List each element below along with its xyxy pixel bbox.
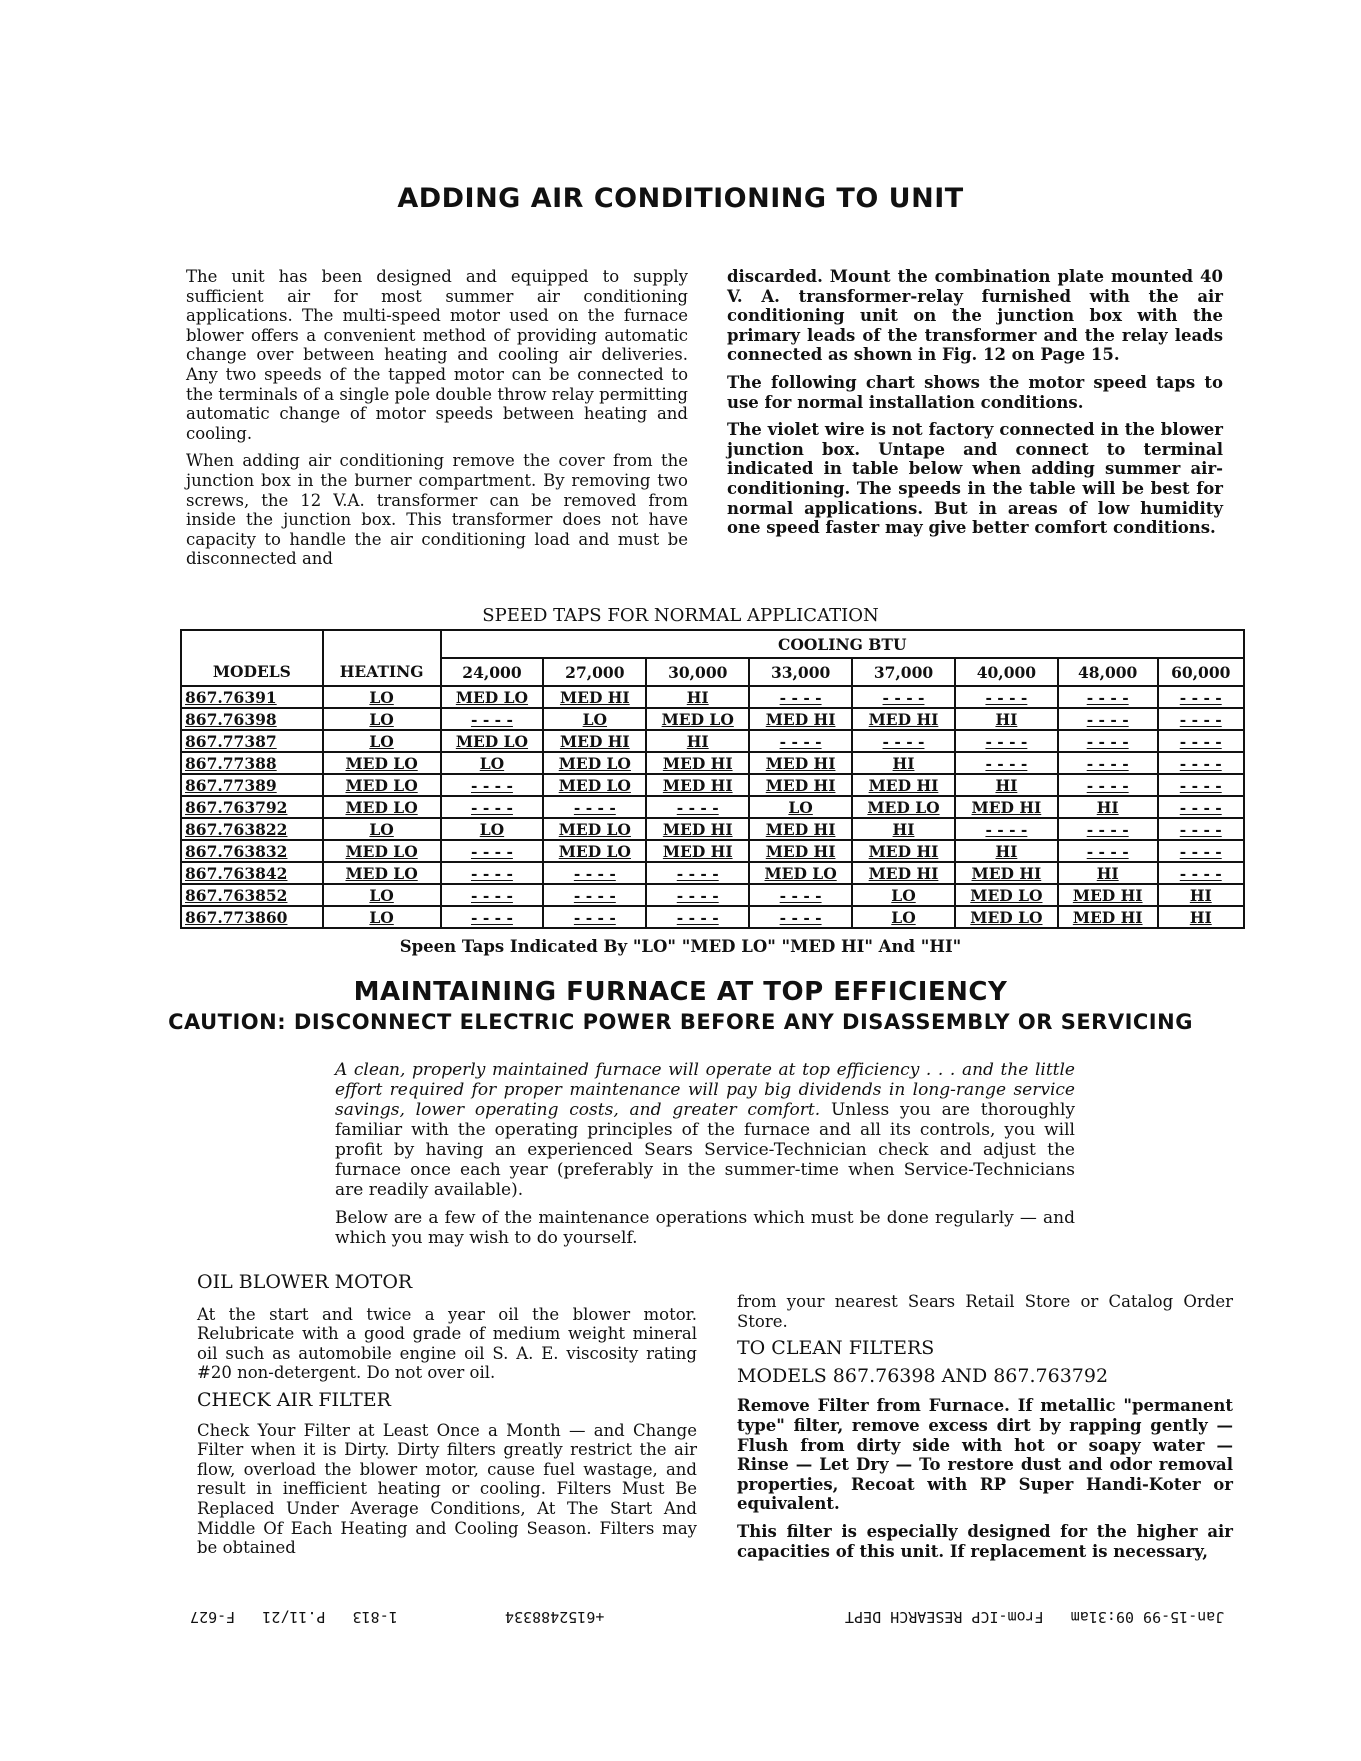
table-row	[181, 730, 1244, 752]
intro-left-column	[186, 267, 688, 577]
cooling-speed-cell: HI	[852, 818, 955, 840]
heating-cell: MED LO	[323, 840, 441, 862]
cooling-speed-cell: - - - -	[955, 686, 1058, 708]
cooling-speed-cell: - - - -	[646, 862, 749, 884]
cooling-speed-cell: HI	[955, 708, 1058, 730]
cooling-speed-cell: - - - -	[749, 906, 852, 928]
cooling-btu-header: COOLING BTU	[441, 630, 1245, 658]
models-heading: MODELS 867.76398 AND 867.763792	[737, 1364, 1109, 1387]
cooling-speed-cell: MED HI	[1058, 906, 1158, 928]
oil-heading: OIL BLOWER MOTOR	[197, 1271, 413, 1293]
cooling-speed-cell: MED HI	[749, 752, 852, 774]
cooling-speed-cell: LO	[852, 884, 955, 906]
cooling-speed-cell: - - - -	[749, 884, 852, 906]
cooling-speed-cell: MED HI	[749, 818, 852, 840]
page-title: ADDING AIR CONDITIONING TO UNIT	[397, 183, 964, 214]
cooling-speed-cell: MED LO	[441, 730, 544, 752]
heating-cell: LO	[323, 884, 441, 906]
cooling-speed-cell: - - - -	[441, 906, 544, 928]
cooling-speed-cell: - - - -	[955, 752, 1058, 774]
cooling-speed-cell: - - - -	[1158, 796, 1244, 818]
cooling-speed-cell: MED LO	[441, 686, 544, 708]
maintenance-below-text: Below are a few of the maintenance operations which must be done regularly — and which you may wish to do yourself.	[335, 1208, 1075, 1248]
cooling-speed-cell: - - - -	[646, 906, 749, 928]
cooling-speed-cell: LO	[441, 818, 544, 840]
table-row	[181, 862, 1244, 884]
cooling-speed-cell: HI	[1058, 796, 1158, 818]
maintenance-plain-text: Unless you are thoroughly familiar with the operating principles of the furnace and all its controls, you will profit by having an experienced Sears Service-Technician check and adjust the furnace once each year (preferably in the summer-time when Service-Technicians are readily available).	[335, 1100, 1075, 1200]
cooling-speed-cell: HI	[955, 774, 1058, 796]
intro-paragraph: discarded. Mount the combination plate mounted 40 V. A. transformer-relay furnished with the air conditioning unit on the junction box with the primary leads of the transformer and the relay leads connected as shown in Fig. 12 on Page 15.	[727, 267, 1223, 365]
cooling-speed-cell: MED HI	[852, 862, 955, 884]
model-cell: 867.77388	[181, 752, 323, 774]
cooling-speed-cell: LO	[749, 796, 852, 818]
cooling-speed-cell: MED HI	[543, 730, 646, 752]
cooling-speed-cell: - - - -	[1158, 818, 1244, 840]
cooling-speed-cell: MED HI	[852, 840, 955, 862]
model-cell: 867.763842	[181, 862, 323, 884]
cooling-speed-cell: - - - -	[441, 774, 544, 796]
lower-right-column	[737, 1292, 1233, 1569]
cooling-speed-cell: MED LO	[955, 884, 1058, 906]
cooling-speed-cell: - - - -	[852, 730, 955, 752]
table-row	[181, 686, 1244, 708]
fax-stamp-left: 1-813 P.11/21 F-627	[190, 1608, 398, 1626]
cooling-speed-cell: MED LO	[543, 840, 646, 862]
table-row	[181, 818, 1244, 840]
heating-cell: MED LO	[323, 752, 441, 774]
cooling-speed-cell: HI	[1158, 884, 1244, 906]
lower-left-column	[197, 1273, 697, 1566]
table-row	[181, 884, 1244, 906]
table-row	[181, 708, 1244, 730]
intro-paragraph: The following chart shows the motor speed taps to use for normal installation conditions.	[727, 372, 1223, 412]
cooling-speed-cell: LO	[441, 752, 544, 774]
filter-heading: CHECK AIR FILTER	[197, 1388, 391, 1411]
heating-cell: LO	[323, 730, 441, 752]
cooling-speed-cell: - - - -	[1158, 862, 1244, 884]
cooling-speed-cell: - - - -	[543, 862, 646, 884]
heating-cell: LO	[323, 906, 441, 928]
cooling-speed-cell: MED LO	[749, 862, 852, 884]
cooling-speed-cell: - - - -	[749, 730, 852, 752]
cooling-speed-cell: - - - -	[1058, 840, 1158, 862]
clean-filters-heading: TO CLEAN FILTERS	[737, 1337, 935, 1360]
cooling-speed-cell: MED LO	[646, 708, 749, 730]
heating-cell: LO	[323, 686, 441, 708]
model-cell: 867.76398	[181, 708, 323, 730]
cooling-speed-cell: HI	[1058, 862, 1158, 884]
speed-taps-table	[180, 629, 1245, 929]
heating-cell: MED LO	[323, 862, 441, 884]
fax-stamp-number: +6152488334	[505, 1608, 605, 1626]
cooling-speed-cell: - - - -	[1158, 774, 1244, 796]
cooling-speed-cell: MED HI	[955, 862, 1058, 884]
intro-paragraph: The unit has been designed and equipped to supply sufficient air for most summer air conditioning applications. The multi-speed motor used on the furnace blower offers a convenient method of providing automatic change over between heating and cooling air deliveries. Any two speeds of the tapped motor can be connected to the terminals of a single pole double throw relay permitting automatic change of motor speeds between heating and cooling.	[186, 267, 688, 443]
cooling-speed-cell: - - - -	[1158, 686, 1244, 708]
cooling-speed-cell: LO	[852, 906, 955, 928]
cooling-speed-cell: MED HI	[852, 774, 955, 796]
filter-note-text: This filter is especially designed for the higher air capacities of this unit. If replacement is necessary,	[737, 1521, 1233, 1561]
btu-header: 40,000	[955, 658, 1058, 686]
cooling-speed-cell: MED HI	[955, 796, 1058, 818]
cooling-speed-cell: - - - -	[852, 686, 955, 708]
table-note: Speen Taps Indicated By "LO" "MED LO" "MED HI" And "HI"	[399, 937, 962, 956]
cooling-speed-cell: - - - -	[646, 884, 749, 906]
cooling-speed-cell: - - - -	[543, 796, 646, 818]
btu-header: 33,000	[749, 658, 852, 686]
model-cell: 867.763792	[181, 796, 323, 818]
cooling-speed-cell: MED HI	[646, 818, 749, 840]
cooling-speed-cell: MED HI	[1058, 884, 1158, 906]
table-row	[181, 840, 1244, 862]
fax-stamp-right: Jan-15-99 09:31am From-ICP RESEARCH DEPT	[845, 1608, 1225, 1626]
cooling-speed-cell: HI	[646, 730, 749, 752]
caution-banner: CAUTION: DISCONNECT ELECTRIC POWER BEFORE ANY DISASSEMBLY OR SERVICING	[168, 1010, 1193, 1034]
cooling-speed-cell: - - - -	[1158, 708, 1244, 730]
filter-continued-text: from your nearest Sears Retail Store or Catalog Order Store.	[737, 1292, 1233, 1331]
cooling-speed-cell: - - - -	[1058, 818, 1158, 840]
cooling-speed-cell: MED LO	[543, 818, 646, 840]
model-cell: 867.77389	[181, 774, 323, 796]
cooling-speed-cell: - - - -	[1058, 730, 1158, 752]
btu-header: 30,000	[646, 658, 749, 686]
intro-paragraph: When adding air conditioning remove the cover from the junction box in the burner compartment. By removing two screws, the 12 V.A. transformer can be removed from inside the junction box. This transformer does not have capacity to handle the air conditioning load and must be disconnected and	[186, 451, 688, 569]
cooling-speed-cell: - - - -	[749, 686, 852, 708]
cooling-speed-cell: - - - -	[955, 730, 1058, 752]
cooling-speed-cell: MED HI	[749, 774, 852, 796]
cooling-speed-cell: - - - -	[441, 884, 544, 906]
cooling-speed-cell: MED HI	[749, 708, 852, 730]
models-header: MODELS	[181, 658, 323, 686]
maintenance-intro	[335, 1060, 1075, 1256]
btu-header: 48,000	[1058, 658, 1158, 686]
table-caption: SPEED TAPS FOR NORMAL APPLICATION	[482, 605, 879, 626]
cooling-speed-cell: MED HI	[646, 752, 749, 774]
btu-header: 37,000	[852, 658, 955, 686]
cooling-speed-cell: - - - -	[441, 840, 544, 862]
cooling-speed-cell: MED HI	[646, 774, 749, 796]
section-title: MAINTAINING FURNACE AT TOP EFFICIENCY	[353, 977, 1008, 1007]
cooling-speed-cell: MED HI	[646, 840, 749, 862]
cooling-speed-cell: MED HI	[543, 686, 646, 708]
cooling-speed-cell: MED HI	[852, 708, 955, 730]
btu-header: 60,000	[1158, 658, 1244, 686]
cooling-speed-cell: MED HI	[749, 840, 852, 862]
intro-paragraph: The violet wire is not factory connected in the blower junction box. Untape and connect to terminal indicated in table below when adding summer air-conditioning. The speeds in the table will be best for normal applications. But in areas of low humidity one speed faster may give better comfort conditions.	[727, 420, 1223, 538]
table-row	[181, 796, 1244, 818]
model-cell: 867.76391	[181, 686, 323, 708]
cooling-speed-cell: LO	[543, 708, 646, 730]
cooling-speed-cell: HI	[646, 686, 749, 708]
heating-cell: MED LO	[323, 796, 441, 818]
cooling-speed-cell: - - - -	[441, 708, 544, 730]
oil-text: At the start and twice a year oil the blower motor. Relubricate with a good grade of medium weight mineral oil such as automobile engine oil S. A. E. viscosity rating #20 non-detergent. Do not over oil.	[197, 1304, 697, 1383]
cooling-speed-cell: - - - -	[1058, 752, 1158, 774]
blank-header	[181, 630, 323, 658]
clean-filters-text: Remove Filter from Furnace. If metallic "permanent type" filter, remove excess dirt by rapping gently — Flush from dirty side with hot or soapy water — Rinse — Let Dry — To restore dust and odor removal properties, Recoat with RP Super Handi-Koter or equivalent.	[737, 1396, 1233, 1514]
table-row	[181, 774, 1244, 796]
model-cell: 867.763852	[181, 884, 323, 906]
btu-header: 27,000	[543, 658, 646, 686]
cooling-speed-cell: - - - -	[1058, 708, 1158, 730]
intro-right-column	[727, 267, 1223, 546]
cooling-speed-cell: - - - -	[1058, 774, 1158, 796]
filter-text: Check Your Filter at Least Once a Month — and Change Filter when it is Dirty. Dirty filters greatly restrict the air flow, overload the blower motor, cause fuel wastage, and result in inefficient heating or cooling. Filters Must Be Replaced Under Average Conditions, At The Start And Middle Of Each Heating and Cooling Season. Filters may be obtained	[197, 1420, 697, 1558]
cooling-speed-cell: - - - -	[1158, 752, 1244, 774]
cooling-speed-cell: - - - -	[1158, 840, 1244, 862]
btu-header: 24,000	[441, 658, 544, 686]
cooling-speed-cell: - - - -	[646, 796, 749, 818]
model-cell: 867.763822	[181, 818, 323, 840]
table-row	[181, 906, 1244, 928]
heating-cell: LO	[323, 818, 441, 840]
cooling-speed-cell: HI	[1158, 906, 1244, 928]
cooling-speed-cell: MED LO	[852, 796, 955, 818]
cooling-speed-cell: - - - -	[1058, 686, 1158, 708]
model-cell: 867.773860	[181, 906, 323, 928]
heating-cell: MED LO	[323, 774, 441, 796]
model-cell: 867.77387	[181, 730, 323, 752]
cooling-speed-cell: - - - -	[1158, 730, 1244, 752]
maintenance-italic-text: A clean, properly maintained furnace will operate at top efficiency . . . and the little effort required for proper maintenance will pay big dividends in long-range service savings, lower operating costs, and greater comfort.	[335, 1060, 1075, 1120]
cooling-speed-cell: - - - -	[543, 884, 646, 906]
cooling-speed-cell: HI	[852, 752, 955, 774]
cooling-speed-cell: HI	[955, 840, 1058, 862]
cooling-speed-cell: MED LO	[543, 752, 646, 774]
heating-header: HEATING	[323, 658, 441, 686]
cooling-speed-cell: MED LO	[955, 906, 1058, 928]
blank-header	[323, 630, 441, 658]
model-cell: 867.763832	[181, 840, 323, 862]
cooling-speed-cell: - - - -	[955, 818, 1058, 840]
table-row	[181, 752, 1244, 774]
cooling-speed-cell: MED LO	[543, 774, 646, 796]
cooling-speed-cell: - - - -	[441, 796, 544, 818]
cooling-speed-cell: - - - -	[543, 906, 646, 928]
cooling-speed-cell: - - - -	[441, 862, 544, 884]
heating-cell: LO	[323, 708, 441, 730]
